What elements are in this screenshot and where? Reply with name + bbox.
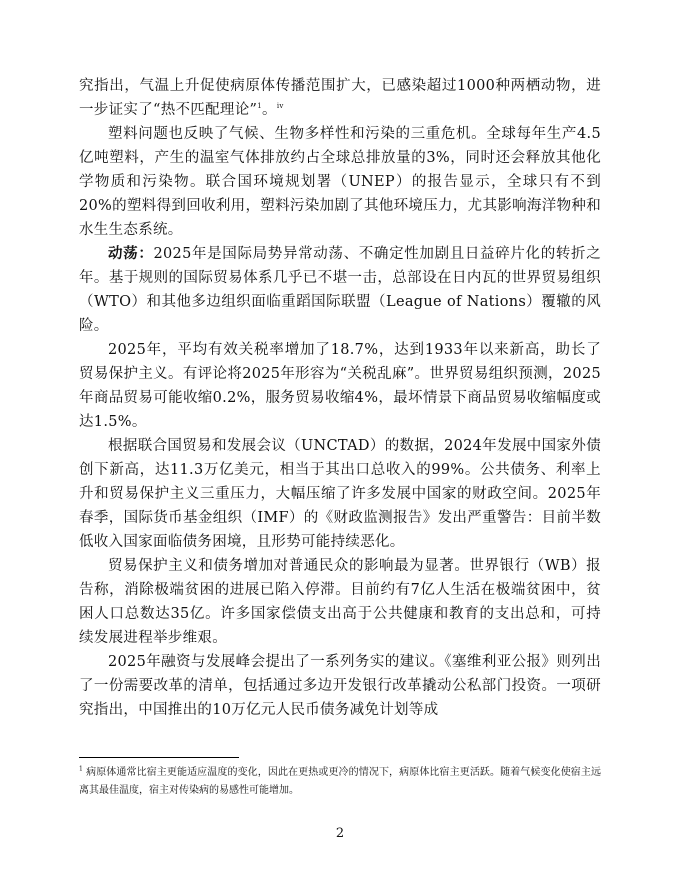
document-body: [79, 74, 601, 722]
footnote: [79, 764, 601, 800]
footnote-separator: [79, 757, 239, 758]
page-number: 2: [335, 826, 345, 841]
footnote-marker: 1: [79, 765, 83, 773]
paragraph-lead-heading: 动荡：: [108, 245, 154, 262]
paragraph-poverty: 贸易保护主义和债务增加对普通民众的影响最为显著。世界银行（WB）报告称，消除极端贫困的进展已陷入停滞。目前约有7亿人生活在极端贫困中，贫困人口总数达35亿。许多国家偿债支出高于公共健康和教育的支出总和，可持续发展进程举步维艰。: [79, 558, 601, 646]
paragraph-plastics: 塑料问题也反映了气候、生物多样性和污染的三重危机。全球每年生产4.5亿吨塑料，产生的温室气体排放约占全球总排放量的3%，同时还会释放其他化学物质和污染物。联合国环境规划署（UNEP）的报告显示，全球只有不到20%的塑料得到回收利用，塑料污染加剧了其他环境压力，尤其影响海洋物种和水生生态系统。: [79, 126, 601, 238]
paragraph-tariffs: 2025年，平均有效关税率增加了18.7%，达到1933年以来新高，助长了贸易保护主义。有评论将2025年形容为“关税乱麻”。世界贸易组织预测，2025年商品贸易可能收缩0.2%，服务贸易收缩4%，最坏情景下商品贸易收缩幅度或达1.5%。: [79, 342, 601, 430]
paragraph-text: 究指出，气温上升促使病原体传播范围扩大，已感染超过1000种两栖动物，进一步证实了“热不匹配理论”: [79, 78, 601, 118]
endnote-reference[interactable]: iv: [276, 102, 284, 111]
paragraph-text: 2025年是国际局势异常动荡、不确定性加剧且日益碎片化的转折之年。基于规则的国际贸易体系几乎已不堪一击，总部设在日内瓦的世界贸易组织（WTO）和其他多边组织面临重蹈国际联盟（League of Nations）覆辙的风险。: [79, 246, 602, 334]
paragraph-external-debt: 根据联合国贸易和发展会议（UNCTAD）的数据，2024年发展中国家外债创下新高，达11.3万亿美元，相当于其出口总收入的99%。公共债务、利率上升和贸易保护主义三重压力，大幅压缩了许多发展中国家的财政空间。2025年春季，国际货币基金组织（IMF）的《财政监测报告》发出严重警告：目前半数低收入国家面临债务困境，且形势可能持续恶化。: [79, 438, 601, 550]
paragraph-continuation: [79, 74, 601, 122]
paragraph-turbulence: [79, 242, 601, 338]
paragraph-financing-summit: 2025年融资与发展峰会提出了一系列务实的建议。《塞维利亚公报》则列出了一份需要改革的清单，包括通过多边开发银行改革撬动公私部门投资。一项研究指出，中国推出的10万亿元人民币债务减免计划等成: [79, 654, 601, 718]
footnote-text: 病原体通常比宿主更能适应温度的变化，因此在更热或更冷的情况下，病原体比宿主更活跃。随着气候变化使宿主远离其最佳温度，宿主对传染病的易感性可能增加。: [79, 767, 601, 796]
footnote-reference[interactable]: 1: [257, 102, 262, 111]
paragraph-end: 。: [262, 102, 277, 118]
